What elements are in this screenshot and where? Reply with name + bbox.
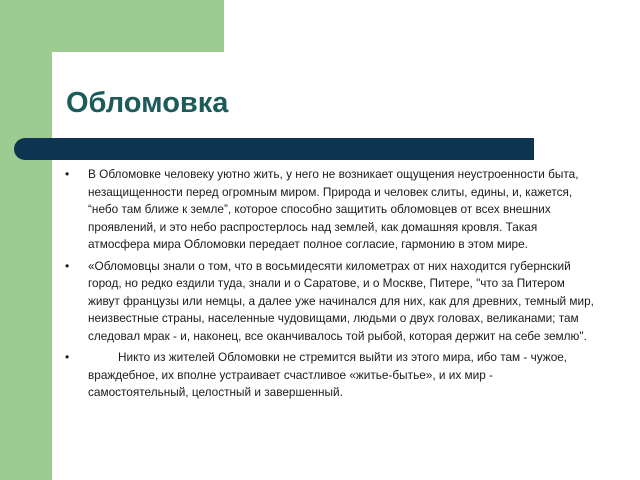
bullet-item [65,166,594,254]
bullet-icon: • [65,258,70,273]
green-top-band [52,0,224,52]
bullet-icon: • [65,167,70,181]
bullet-text: В Обломовке человеку уютно жить, у него не возникает ощущения неустроенности быта, незащищенности перед огромным миром. Природа и человек слиты, едины, и, кажется, “небо там ближе к земле”, которое способно защитить обломовцев от всех внешних проявлений, и это небо распростерлось над землей, как домашняя кровля. Такая атмосфера мира Обломовки передает полное согласие, гармонию в этом мире. [88,167,579,251]
bullet-text: «Обломовцы знали о том, что в восьмидесяти километрах от них находится губернский город, но редко ездили туда, знали и о Саратове, и о Москве, Питере, "что за Питером живут французы или немцы, а далее уже начинался для них, как для древних, темный мир, неизвестные страны, населенные чудовищами, людьми о двух головах, великанами; там следовал мрак - и, наконец, все оканчивалось той рыбой, которая держит на себе землю". [88,258,594,343]
slide-title: Обломовка [66,87,229,119]
bullet-item [65,258,594,346]
bullet-text: Никто из жителей Обломовки не стремится выйти из этого мира, ибо там - чужое, враждебное, их вполне устраивает счастливое «житье-бытье», и их мир - самостоятельный, целостный и завершенный. [88,350,568,399]
bullet-item [65,349,594,402]
title-underline-bar [14,138,534,160]
bullet-list [65,166,594,406]
green-sidebar [0,0,52,480]
bullet-icon: • [65,350,70,364]
